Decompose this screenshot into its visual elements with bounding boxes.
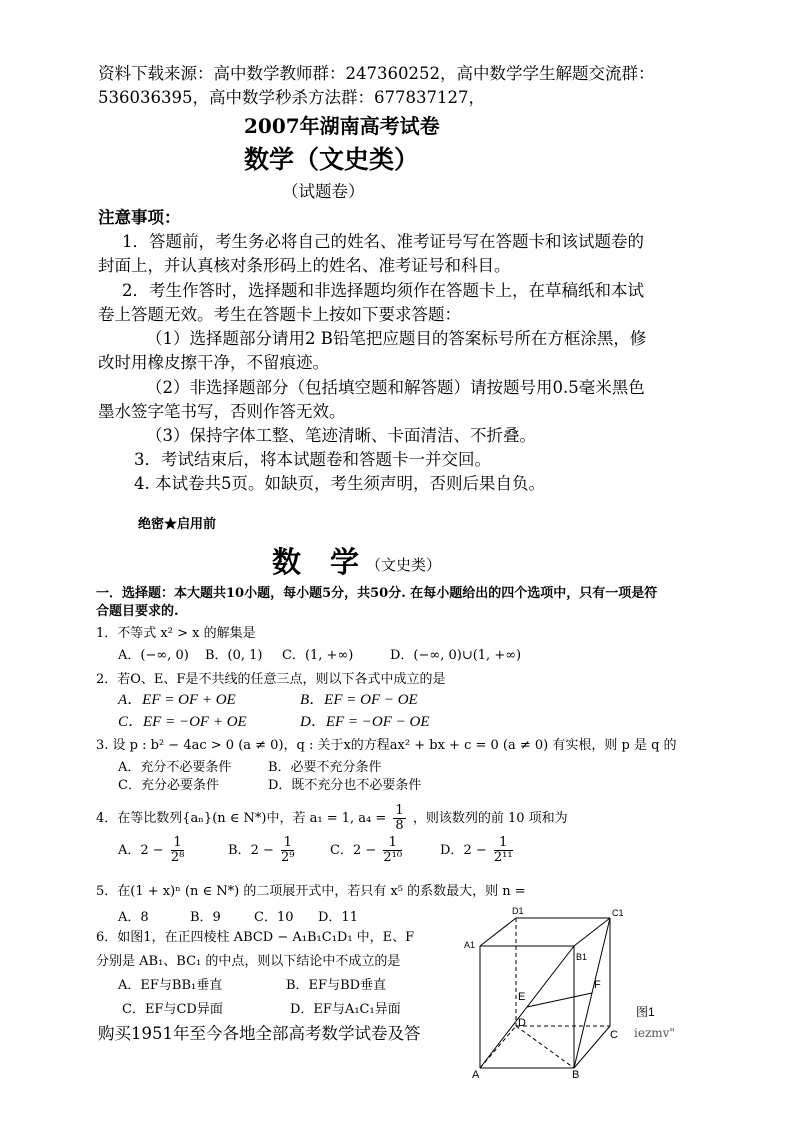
note-line: 卷上答题无效。考生在答题卡上按如下要求答题： — [98, 305, 461, 324]
question-2-stem: 2．若O、E、F是不共线的任意三点，则以下各式中成立的是 — [96, 672, 446, 687]
question-3-stem: 3. 设 p : b² − 4ac > 0 (a ≠ 0)，q : 关于x的方程ax² + bx + c = 0 (a ≠ 0) 有实根，则 p 是 q 的 — [96, 738, 677, 753]
label-b: B — [572, 1069, 580, 1080]
label-f: F — [594, 979, 601, 991]
q5-option-b: B．9 — [190, 910, 221, 925]
footer-tail: iezmv" — [634, 1026, 675, 1040]
question-6-stem-1: 6．如图1，在正四棱柱 ABCD − A₁B₁C₁D₁ 中，E、F — [96, 930, 415, 945]
q4-option-c: C．2 − $\frac{1}{\text{2¹⁰}}$ — [330, 835, 403, 865]
note-line: 1．答题前，考生务必将自己的姓名、准考证号写在答题卡和该试题卷的 — [122, 232, 644, 251]
note-line: （3）保持字体工整、笔迹清晰、卡面清洁、不折叠。 — [146, 426, 536, 445]
q4-option-d: D．2 − $\frac{1}{\text{2¹¹}}$ — [440, 835, 513, 865]
header-line-1: 资料下载来源：高中数学教师群：247360252，高中数学学生解题交流群： — [98, 64, 655, 83]
prism-figure — [460, 900, 680, 1080]
q3-option-c: C．充分必要条件 — [118, 778, 219, 793]
figure-caption: 图1 — [636, 1005, 655, 1019]
note-line: 墨水签字笔书写，否则作答无效。 — [98, 402, 346, 421]
note-line: （1）选择题部分请用2 B铅笔把应题目的答案标号所在方框涂黑，修 — [146, 329, 647, 348]
exam-big-title-sub: （文史类） — [366, 556, 442, 574]
q3-option-d: D．既不充分也不必要条件 — [268, 778, 422, 793]
question-6-stem-2: 分别是 AB₁、BC₁ 的中点，则以下结论中不成立的是 — [96, 954, 401, 969]
footer-text: 购买1951年至今各地全部高考数学试卷及答 — [98, 1024, 421, 1043]
q5-option-c: C．10 — [254, 910, 294, 925]
note-line: 2．考生作答时，选择题和非选择题均须作在答题卡上，在草稿纸和本试 — [122, 281, 644, 300]
q1-option-d: D．(−∞, 0)∪(1, +∞) — [390, 648, 522, 663]
q4-frac-num: 1 — [395, 803, 404, 818]
q6-option-a: A．EF与BB₁垂直 — [118, 978, 223, 993]
notice-title: 注意事项： — [98, 208, 181, 227]
note-line: 4. 本试卷共5页。如缺页，考生须声明，否则后果自负。 — [134, 474, 545, 493]
paper-type: （试题卷） — [282, 182, 365, 201]
q1-option-a: A．(−∞, 0) — [118, 648, 189, 663]
q6-option-d: D．EF与A₁C₁异面 — [290, 1002, 401, 1017]
exam-title: 2007年湖南高考试卷 — [244, 114, 440, 138]
note-line: （2）非选择题部分（包括填空题和解答题）请按题号用0.5毫米黑色 — [146, 378, 645, 397]
q3-option-b: B．必要不充分条件 — [268, 760, 382, 775]
label-c: C — [610, 1029, 618, 1041]
section-heading: 一．选择题：本大题共10小题，每小题5分，共50分. 在每小题给出的四个选项中，只有一项是符 — [96, 586, 658, 601]
q2-option-c: C．EF = −OF + OE — [118, 714, 247, 730]
edge-db — [516, 1026, 574, 1068]
label-d1: D1 — [512, 906, 524, 916]
q3-option-a: A．充分不必要条件 — [118, 760, 232, 775]
label-a1: A1 — [464, 940, 476, 950]
q4-option-a: A．2 − $\frac{1}{\text{2⁸}}$ — [118, 835, 185, 865]
header-line-2: 536036395，高中数学秒杀方法群：677837127， — [98, 88, 485, 107]
label-a: A — [472, 1069, 480, 1080]
note-line: 改时用橡皮擦干净，不留痕迹。 — [98, 353, 329, 372]
label-d: D — [518, 1017, 526, 1029]
question-1-stem: 1．不等式 x² > x 的解集是 — [96, 626, 256, 641]
q4-frac-den: 8 — [395, 818, 404, 833]
q4-stem-b: ，则该数列的前 10 项和为 — [412, 811, 568, 826]
note-line: 封面上，并认真核对条形码上的姓名、准考证号和科目。 — [98, 256, 511, 275]
question-5-stem: 5．在(1 + x)ⁿ (n ∈ N*) 的二项展开式中，若只有 x⁵ 的系数最大，则 n = — [96, 884, 526, 899]
q6-option-c: C．EF与CD异面 — [122, 1002, 223, 1017]
label-b1: B1 — [576, 952, 588, 962]
section-heading-cont: 合题目要求的. — [96, 604, 179, 619]
q1-option-c: C．(1, +∞) — [282, 648, 354, 663]
exam-subject: 数学（文史类） — [244, 145, 420, 174]
q2-option-d: D．EF = −OF − OE — [300, 714, 430, 730]
q2-option-a: A．EF = OF + OE — [118, 692, 236, 708]
question-4-stem — [96, 804, 568, 833]
secret-mark: 绝密★启用前 — [138, 517, 217, 532]
q5-option-d: D．11 — [318, 910, 358, 925]
q2-option-b: B．EF = OF − OE — [300, 692, 418, 708]
note-line: 3．考试结束后，将本试题卷和答题卡一并交回。 — [134, 450, 491, 469]
q4-option-b: B．2 − $\frac{1}{\text{2⁹}}$ — [228, 835, 295, 865]
label-e: E — [518, 991, 526, 1003]
q6-option-b: B．EF与BD垂直 — [286, 978, 387, 993]
q5-option-a: A．8 — [118, 910, 149, 925]
exam-big-title: 数 学 — [272, 545, 360, 579]
label-c1: C1 — [612, 908, 624, 918]
edge-a1d1 — [480, 918, 516, 946]
q1-option-b: B．(0, 1) — [205, 648, 263, 663]
q4-stem-a: 4．在等比数列{aₙ}(n ∈ N*)中，若 a₁ = 1, a₄ = — [96, 811, 387, 826]
